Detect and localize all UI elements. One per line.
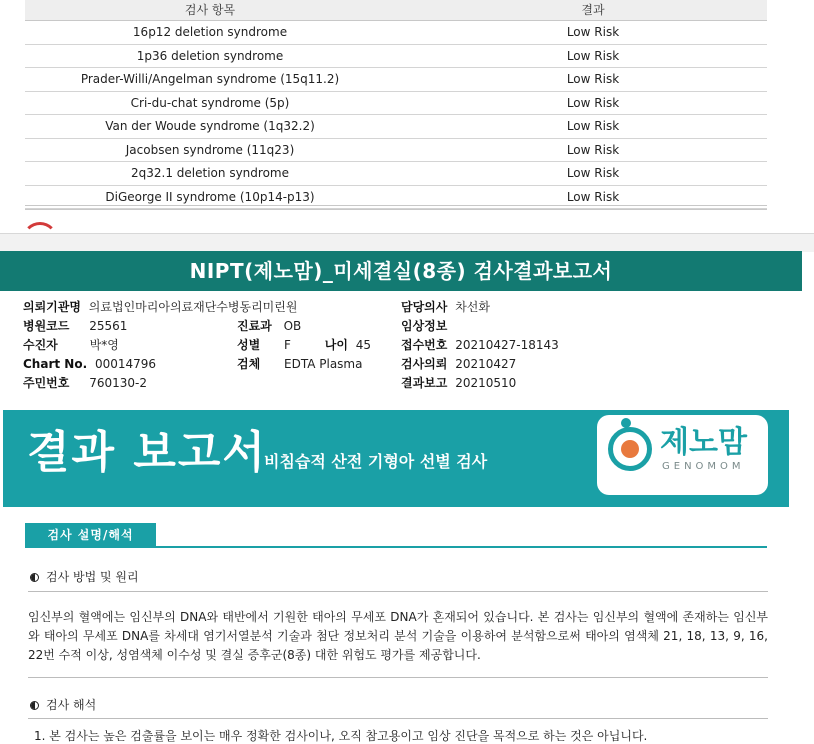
logo-inner-icon xyxy=(621,440,639,458)
table-bottom-rule xyxy=(25,205,767,210)
table-header xyxy=(25,0,767,21)
logo-name: 제노맘 xyxy=(660,425,747,460)
interpret-heading xyxy=(30,696,96,714)
doctor-value: 차선화 xyxy=(455,300,490,314)
id-label: 주민번호 xyxy=(23,376,70,390)
hospital-code-label: 병원코드 xyxy=(23,319,70,333)
info-col-2 xyxy=(237,317,371,374)
row-item: DiGeorge II syndrome (10p14-p13) xyxy=(105,189,315,204)
request-value: 20210427 xyxy=(455,357,517,371)
table-row xyxy=(25,21,767,45)
row-item: 1p36 deletion syndrome xyxy=(136,48,284,63)
half-circle-bullet-icon xyxy=(30,701,39,710)
table-row xyxy=(25,139,767,163)
row-result: Low Risk xyxy=(566,119,620,133)
clinical-label: 임상정보 xyxy=(401,319,448,333)
row-result: Low Risk xyxy=(566,142,620,157)
table-row xyxy=(25,115,767,139)
header-item: 검사 항목 xyxy=(184,3,236,17)
row-result: Low Risk xyxy=(566,166,620,180)
id-value: 760130-2 xyxy=(89,376,147,390)
row-result: Low Risk xyxy=(566,72,620,86)
row-result: Low Risk xyxy=(566,189,620,204)
row-result: Low Risk xyxy=(566,25,620,39)
patient-label: 수진자 xyxy=(23,338,58,352)
age-value: 45 xyxy=(355,338,372,352)
section-rule xyxy=(25,546,767,548)
institution-value: 의료법인마리아의료재단수병동리미린원 xyxy=(88,300,298,314)
chart-value: 00014796 xyxy=(94,357,157,371)
row-item: Prader-Willi/Angelman syndrome (15q11.2) xyxy=(80,72,340,86)
row-result: Low Risk xyxy=(566,95,620,110)
report-value: 20210510 xyxy=(455,376,517,390)
hospital-code-value: 25561 xyxy=(89,319,128,333)
header-result: 결과 xyxy=(581,3,605,17)
row-result: Low Risk xyxy=(566,48,620,63)
receipt-label: 접수번호 xyxy=(401,338,448,352)
table-row xyxy=(25,68,767,92)
receipt-value: 20210427-18143 xyxy=(455,338,559,352)
info-col-3 xyxy=(401,298,559,393)
age-label: 나이 xyxy=(324,338,348,352)
row-item: Cri-du-chat syndrome (5p) xyxy=(130,95,290,110)
table-row xyxy=(25,45,767,69)
row-item: 2q32.1 deletion syndrome xyxy=(131,166,289,180)
table-row xyxy=(25,162,767,186)
section-tab: 검사 설명/해석 xyxy=(25,523,156,547)
patient-value: 박*영 xyxy=(89,338,119,352)
half-circle-bullet-icon xyxy=(30,573,39,582)
logo-dot-icon xyxy=(621,418,631,428)
method-heading-text: 검사 방법 및 원리 xyxy=(46,570,139,584)
sex-value: F xyxy=(284,338,291,352)
dept-label: 진료과 xyxy=(237,319,272,333)
sex-label: 성별 xyxy=(237,338,261,352)
banner-subtitle: 비침습적 산전 기형아 선별 검사 xyxy=(264,452,488,471)
method-rule xyxy=(28,591,768,592)
method-heading xyxy=(30,568,139,586)
banner-title: 결과 보고서 xyxy=(27,427,267,478)
chart-label: Chart No. xyxy=(23,357,88,371)
dept-value: OB xyxy=(283,319,302,333)
table-row xyxy=(25,92,767,116)
institution-label: 의뢰기관명 xyxy=(23,300,81,314)
report-title: NIPT(제노맘)_미세결실(8종) 검사결과보고서 xyxy=(0,251,802,291)
method-paragraph: 임신부의 혈액에는 임신부의 DNA와 태반에서 기원한 태아의 무세포 DNA가 혼재되어 있습니다. 본 검사는 임신부의 혈액에 존재하는 임신부와 태아의 무세포 DNA를 차세대 염기서열분석 기술과 첨단 정보처리 분석 기술을 이용하여 분석함으로써 태아의 염색체 21, 18, 13, 9, 16, 22번 수적 이상, 성염색체 이수성 및 결실 증후군(8종) 대한 위험도 평가를 제공합니다. xyxy=(28,610,768,662)
logo-sub: GENOMOM xyxy=(662,461,745,472)
specimen-label: 검체 xyxy=(237,357,261,371)
request-label: 검사의뢰 xyxy=(401,357,448,371)
method-end-rule xyxy=(28,677,768,678)
report-label: 결과보고 xyxy=(401,376,448,390)
row-item: 16p12 deletion syndrome xyxy=(132,25,288,39)
specimen-value: EDTA Plasma xyxy=(284,357,363,371)
row-item: Jacobsen syndrome (11q23) xyxy=(125,142,295,157)
interpret-heading-text: 검사 해석 xyxy=(46,698,97,712)
page-divider xyxy=(0,233,814,252)
interpret-rule xyxy=(28,718,768,719)
note-1: 1. 본 검사는 높은 검출률을 보이는 매우 정확한 검사이나, 오직 참고용이고 임상 진단을 목적으로 하는 것은 아닙니다. xyxy=(34,729,648,743)
doctor-label: 담당의사 xyxy=(401,300,448,314)
row-item: Van der Woude syndrome (1q32.2) xyxy=(105,119,315,133)
